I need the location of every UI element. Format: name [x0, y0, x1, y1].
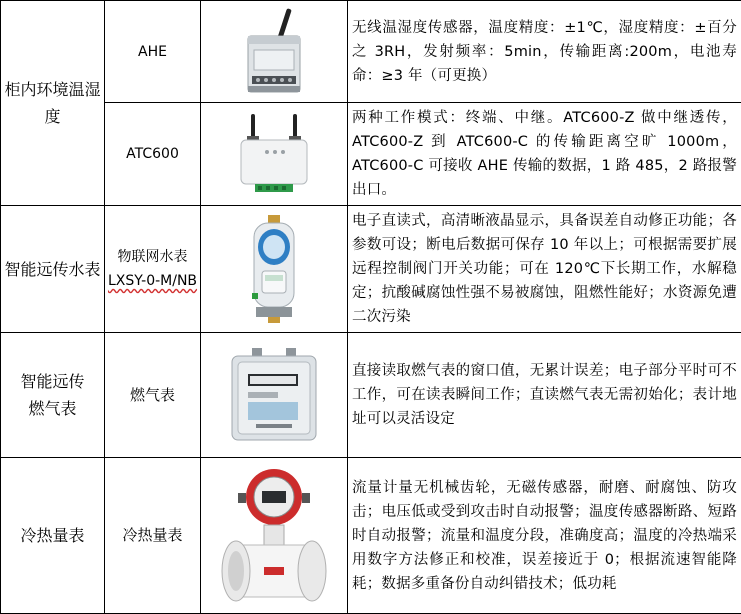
model-cell-gas-meter — [105, 333, 201, 458]
table-row — [1, 458, 741, 614]
description-cell — [348, 458, 741, 614]
description-text: 流量计量无机械齿轮，无磁传感器，耐磨、耐腐蚀、防攻击；电压低或受到攻击时自动报警；温度传感器断路、短路时自动报警；流量和温度分段，准确度高；温度的冷热端采用数字方法修正和校准，误差接近于 0；根据流速智能降耗；数据多重备份自动纠错技术；低功耗 — [352, 480, 737, 592]
image-cell — [201, 103, 348, 206]
description-text: 电子直读式，高清晰液晶显示，具备误差自动修正功能；各参数可设；断电后数据可保存 10 年以上；可根据需要扩展远程控制阀门开关功能；可在 120℃下长期工作，水解稳定；抗酸碱腐蚀性强不易被腐蚀，阻燃性能好；水资源免遭二次污染 — [352, 213, 737, 325]
wireless-sensor-icon — [234, 6, 314, 98]
table-row — [1, 206, 741, 333]
model-cell-water-meter — [105, 206, 201, 333]
category-cell-gas — [1, 333, 105, 458]
category-label: 智能远传 — [1, 368, 104, 395]
relay-terminal-icon — [231, 110, 317, 198]
model-code — [105, 269, 200, 293]
category-cell-cabinet — [1, 1, 105, 206]
category-label: 智能远传水表 — [4, 260, 100, 279]
model-label: ATC600 — [126, 146, 179, 162]
description-text: 直接读取燃气表的窗口值，无累计误差；电子部分平时可不工作，可在读表瞬间工作；直读燃气表无需初始化；表计地址可以灵活设定 — [352, 363, 737, 427]
category-cell-water — [1, 206, 105, 333]
table-row — [1, 1, 741, 103]
model-label: AHE — [138, 44, 167, 60]
description-text: 两种工作模式：终端、中继。ATC600-Z 做中继透传，ATC600-Z 到 ATC600-C 的传输距离空旷 1000m，ATC600-C 可接收 AHE 传输的数据，1 路 485，2 路报警出口。 — [352, 110, 737, 198]
model-cell-heat-meter — [105, 458, 201, 614]
category-label: 冷热量表 — [20, 526, 84, 545]
description-cell — [348, 1, 741, 103]
description-cell — [348, 206, 741, 333]
image-cell — [201, 458, 348, 614]
model-code-text: LXSY-0-M/NB — [108, 273, 197, 289]
description-cell — [348, 103, 741, 206]
model-label: 物联网水表 — [105, 245, 200, 269]
description-text: 无线温湿度传感器，温度精度：±1℃，湿度精度：±百分之 3RH，发射频率：5min，传输距离:200m，电池寿命：≥3 年（可更换） — [352, 20, 737, 84]
description-cell — [348, 333, 741, 458]
model-cell-ahe — [105, 1, 201, 103]
table-row — [1, 103, 741, 206]
category-label: 柜内环境温湿度 — [4, 80, 100, 126]
heat-meter-icon — [214, 463, 334, 609]
image-cell — [201, 333, 348, 458]
model-cell-atc600 — [105, 103, 201, 206]
image-cell — [201, 206, 348, 333]
gas-meter-icon — [226, 346, 322, 444]
category-label: 燃气表 — [1, 395, 104, 422]
table-row — [1, 333, 741, 458]
water-meter-icon — [244, 213, 304, 325]
image-cell — [201, 1, 348, 103]
model-label: 冷热量表 — [122, 526, 182, 544]
model-label: 燃气表 — [130, 386, 175, 404]
category-cell-heat — [1, 458, 105, 614]
